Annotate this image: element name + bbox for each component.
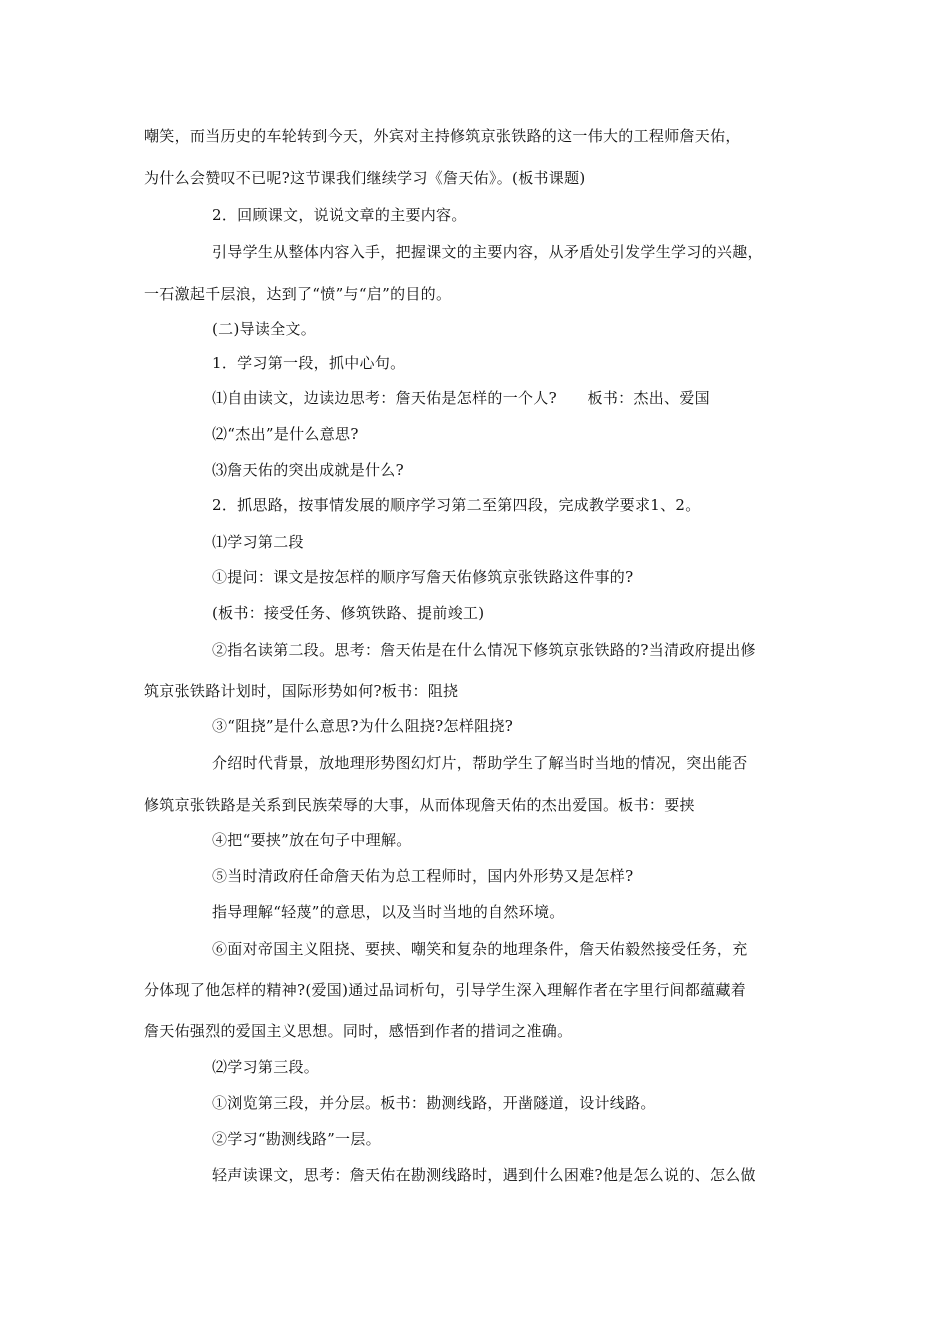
text-line: ⑴学习第二段	[212, 533, 304, 551]
text-line: ③“阻挠”是什么意思?为什么阻挠?怎样阻挠?	[212, 717, 514, 735]
text-line: ⑤当时清政府任命詹天佑为总工程师时，国内外形势又是怎样?	[212, 867, 634, 885]
text-line: 指导理解“轻蔑”的意思，以及当时当地的自然环境。	[212, 903, 565, 921]
text-line: ④把“要挟”放在句子中理解。	[212, 831, 412, 849]
text-line: 1．学习第一段，抓中心句。	[212, 354, 406, 372]
text-line: 一石激起千层浪，达到了“愤”与“启”的目的。	[144, 285, 452, 303]
text-line: ②学习“勘测线路”一层。	[212, 1130, 381, 1148]
text-line: ⑵“杰出”是什么意思?	[212, 425, 359, 443]
text-line: 分体现了他怎样的精神?(爱国)通过品词析句，引导学生深入理解作者在字里行间都蕴藏着	[144, 981, 747, 999]
text-line: 2．回顾课文，说说文章的主要内容。	[212, 206, 467, 224]
section-heading: (二)导读全文。	[212, 320, 317, 338]
text-line: 引导学生从整体内容入手，把握课文的主要内容，从矛盾处引发学生学习的兴趣，	[212, 243, 763, 261]
text-line: ⑶詹天佑的突出成就是什么?	[212, 461, 404, 479]
text-line: 介绍时代背景，放地理形势图幻灯片，帮助学生了解当时当地的情况，突出能否	[212, 754, 748, 772]
text-line: 2．抓思路，按事情发展的顺序学习第二至第四段，完成教学要求1、2。	[212, 496, 701, 514]
text-line: (板书：接受任务、修筑铁路、提前竣工)	[212, 604, 485, 622]
text-line: 嘲笑，而当历史的车轮转到今天，外宾对主持修筑京张铁路的这一伟大的工程师詹天佑，	[144, 127, 741, 145]
text-line: 筑京张铁路计划时，国际形势如何?板书：阻挠	[144, 682, 459, 700]
text-line: ⑴自由读文，边读边思考：詹天佑是怎样的一个人? 板书：杰出、爱国	[212, 389, 710, 407]
text-line: ⑥面对帝国主义阻挠、要挟、嘲笑和复杂的地理条件，詹天佑毅然接受任务，充	[212, 940, 748, 958]
text-line: ②指名读第二段。思考：詹天佑是在什么情况下修筑京张铁路的?当清政府提出修	[212, 641, 756, 659]
text-line: ①浏览第三段，并分层。板书：勘测线路，开凿隧道，设计线路。	[212, 1094, 656, 1112]
text-line: ①提问：课文是按怎样的顺序写詹天佑修筑京张铁路这件事的?	[212, 568, 634, 586]
text-line: 轻声读课文，思考：詹天佑在勘测线路时，遇到什么困难?他是怎么说的、怎么做	[212, 1166, 756, 1184]
text-line: ⑵学习第三段。	[212, 1058, 320, 1076]
text-line: 詹天佑强烈的爱国主义思想。同时，感悟到作者的措词之准确。	[144, 1022, 573, 1040]
text-line: 修筑京张铁路是关系到民族荣辱的大事，从而体现詹天佑的杰出爱国。板书：要挟	[144, 796, 695, 814]
text-line: 为什么会赞叹不已呢?这节课我们继续学习《詹天佑》。(板书课题)	[144, 169, 586, 187]
